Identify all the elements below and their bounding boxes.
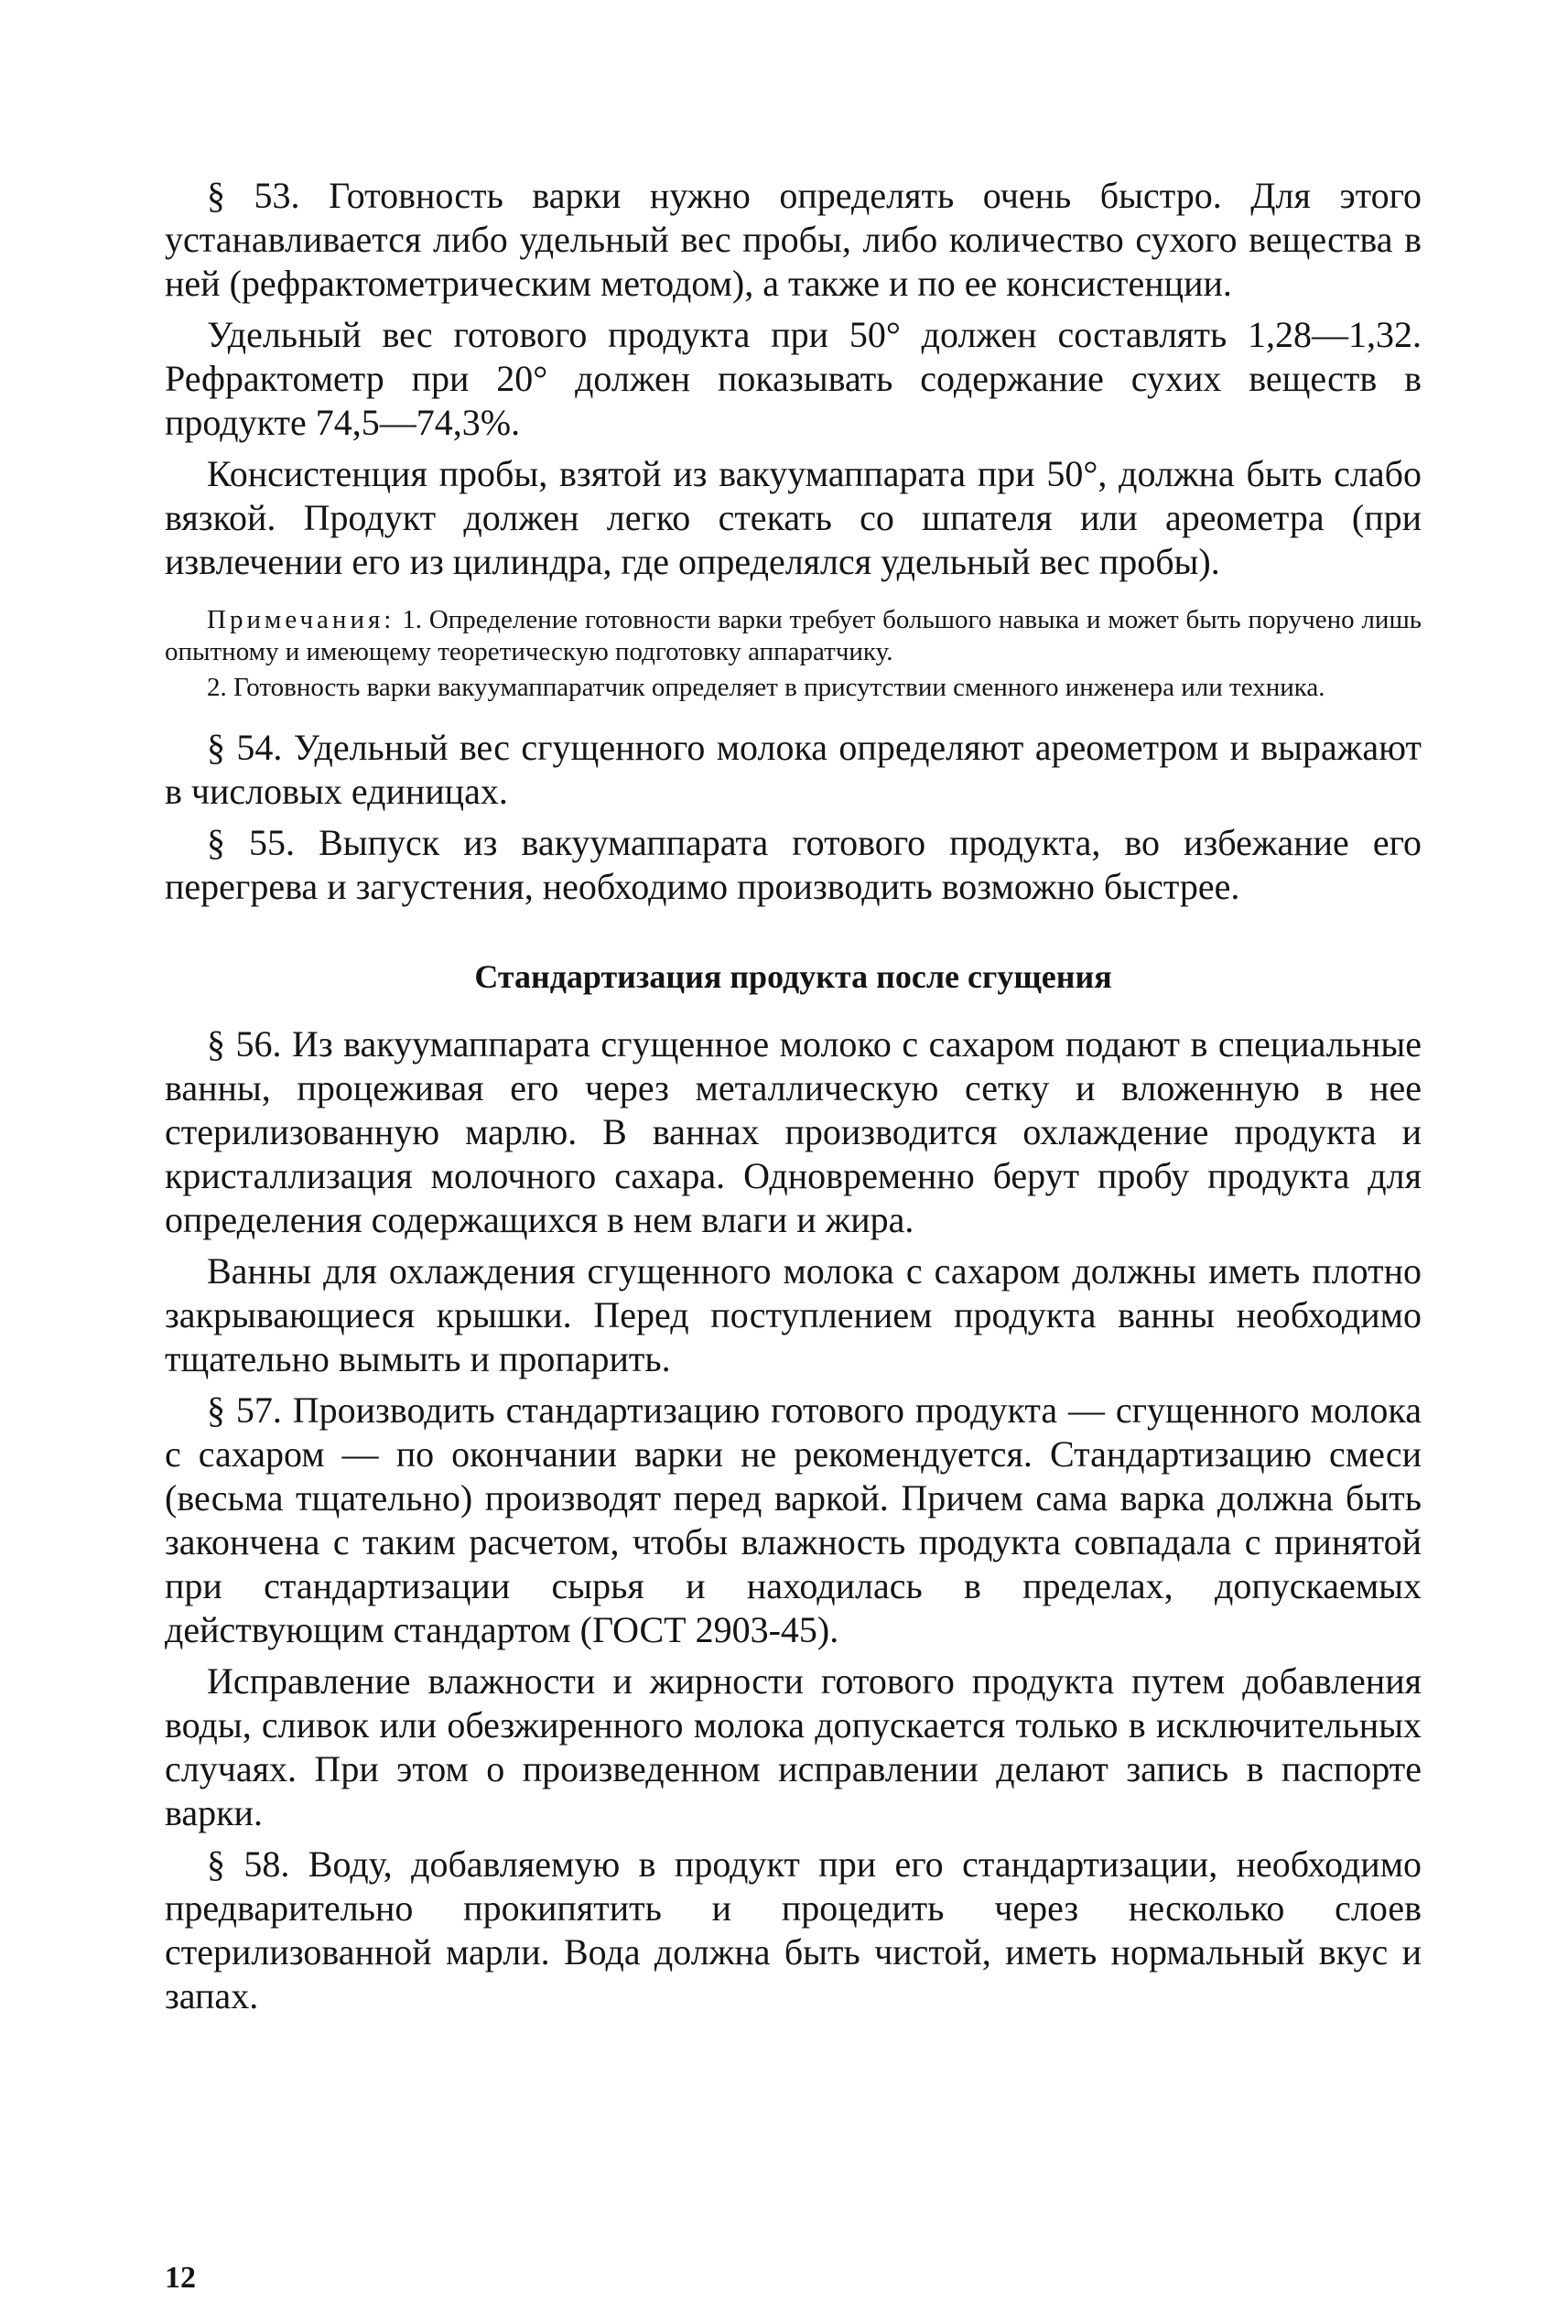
main-text-bottom bbox=[165, 1022, 1422, 2018]
paragraph-55: § 55. Выпуск из вакуумаппарата готового продукта, во избежание его перегрева и загустения, необходимо производить возможно быстрее. bbox=[165, 822, 1422, 907]
paragraph-58: § 58. Воду, добавляемую в продукт при его стандартизации, необходимо предварительно прокипятить и процедить через несколько слоев стерилизованной марли. Вода должна быть чистой, иметь нормальный вкус и запах. bbox=[165, 1843, 1422, 2016]
paragraph-54: § 54. Удельный вес сгущенного молока определяют ареометром и выражают в числовых единицах. bbox=[165, 727, 1422, 812]
note-1-text: 1. Определение готовности варки требует большого навыка и может быть поручено лишь опытному и имеющему теоретическую подготовку аппаратчику. bbox=[165, 605, 1422, 666]
page-number: 12 bbox=[165, 2261, 196, 2295]
paragraph-consistency: Консистенция пробы, взятой из вакуумаппарата при 50°, должна быть слабо вязкой. Продукт должен легко стекать со шпателя или ареометра (при извлечении его из цилиндра, где определялся удельный вес пробы). bbox=[165, 453, 1422, 582]
paragraph-correction: Исправление влажности и жирности готового продукта путем добавления воды, сливок или обезжиренного молока допускается только в исключительных случаях. При этом о произведенном исправлении делают запись в паспорте варки. bbox=[165, 1660, 1422, 1833]
section-heading: Стандартизация продукта после сгущения bbox=[474, 958, 1112, 995]
main-text-middle bbox=[165, 726, 1422, 909]
notes-block bbox=[165, 604, 1422, 704]
paragraph-53: § 53. Готовность варки нужно определять очень быстро. Для этого устанавливается либо удельный вес пробы, либо количество сухого вещества в ней (рефрактометрическим методом), а также и по ее консистенции. bbox=[165, 175, 1422, 304]
paragraph-cooling-baths: Ванны для охлаждения сгущенного молока с сахаром должны иметь плотно закрывающиеся крышки. Перед поступлением продукта ванны необходимо тщательно вымыть и пропарить. bbox=[165, 1250, 1422, 1379]
paragraph-57: § 57. Производить стандартизацию готового продукта — сгущенного молока с сахаром — по окончании варки не рекомендуется. Стандартизацию смеси (весьма тщательно) производят перед варкой. Причем сама варка должна быть закончена с таким расчетом, чтобы влажность продукта совпадала с принятой при стандартизации сырья и находилась в пределах, допускаемых действующим стандартом (ГОСТ 2903-45). bbox=[165, 1389, 1422, 1650]
note-2: 2. Готовность варки вакуумаппаратчик определяет в присутствии сменного инженера или техника. bbox=[207, 673, 1325, 702]
main-text-top bbox=[165, 174, 1422, 584]
note-1 bbox=[165, 604, 1422, 668]
paragraph-56: § 56. Из вакуумаппарата сгущенное молоко с сахаром подают в специальные ванны, процеживая его через металлическую сетку и вложенную в нее стерилизованную марлю. В ваннах производится охлаждение продукта и кристаллизация молочного сахара. Одновременно берут пробу продукта для определения содержащихся в нем влаги и жира. bbox=[165, 1023, 1422, 1240]
paragraph-specific-gravity: Удельный вес готового продукта при 50° должен составлять 1,28—1,32. Рефрактометр при 20° должен показывать содержание сухих веществ в продукте 74,5—74,3%. bbox=[165, 314, 1422, 443]
notes-label: Примечания: bbox=[207, 605, 395, 634]
